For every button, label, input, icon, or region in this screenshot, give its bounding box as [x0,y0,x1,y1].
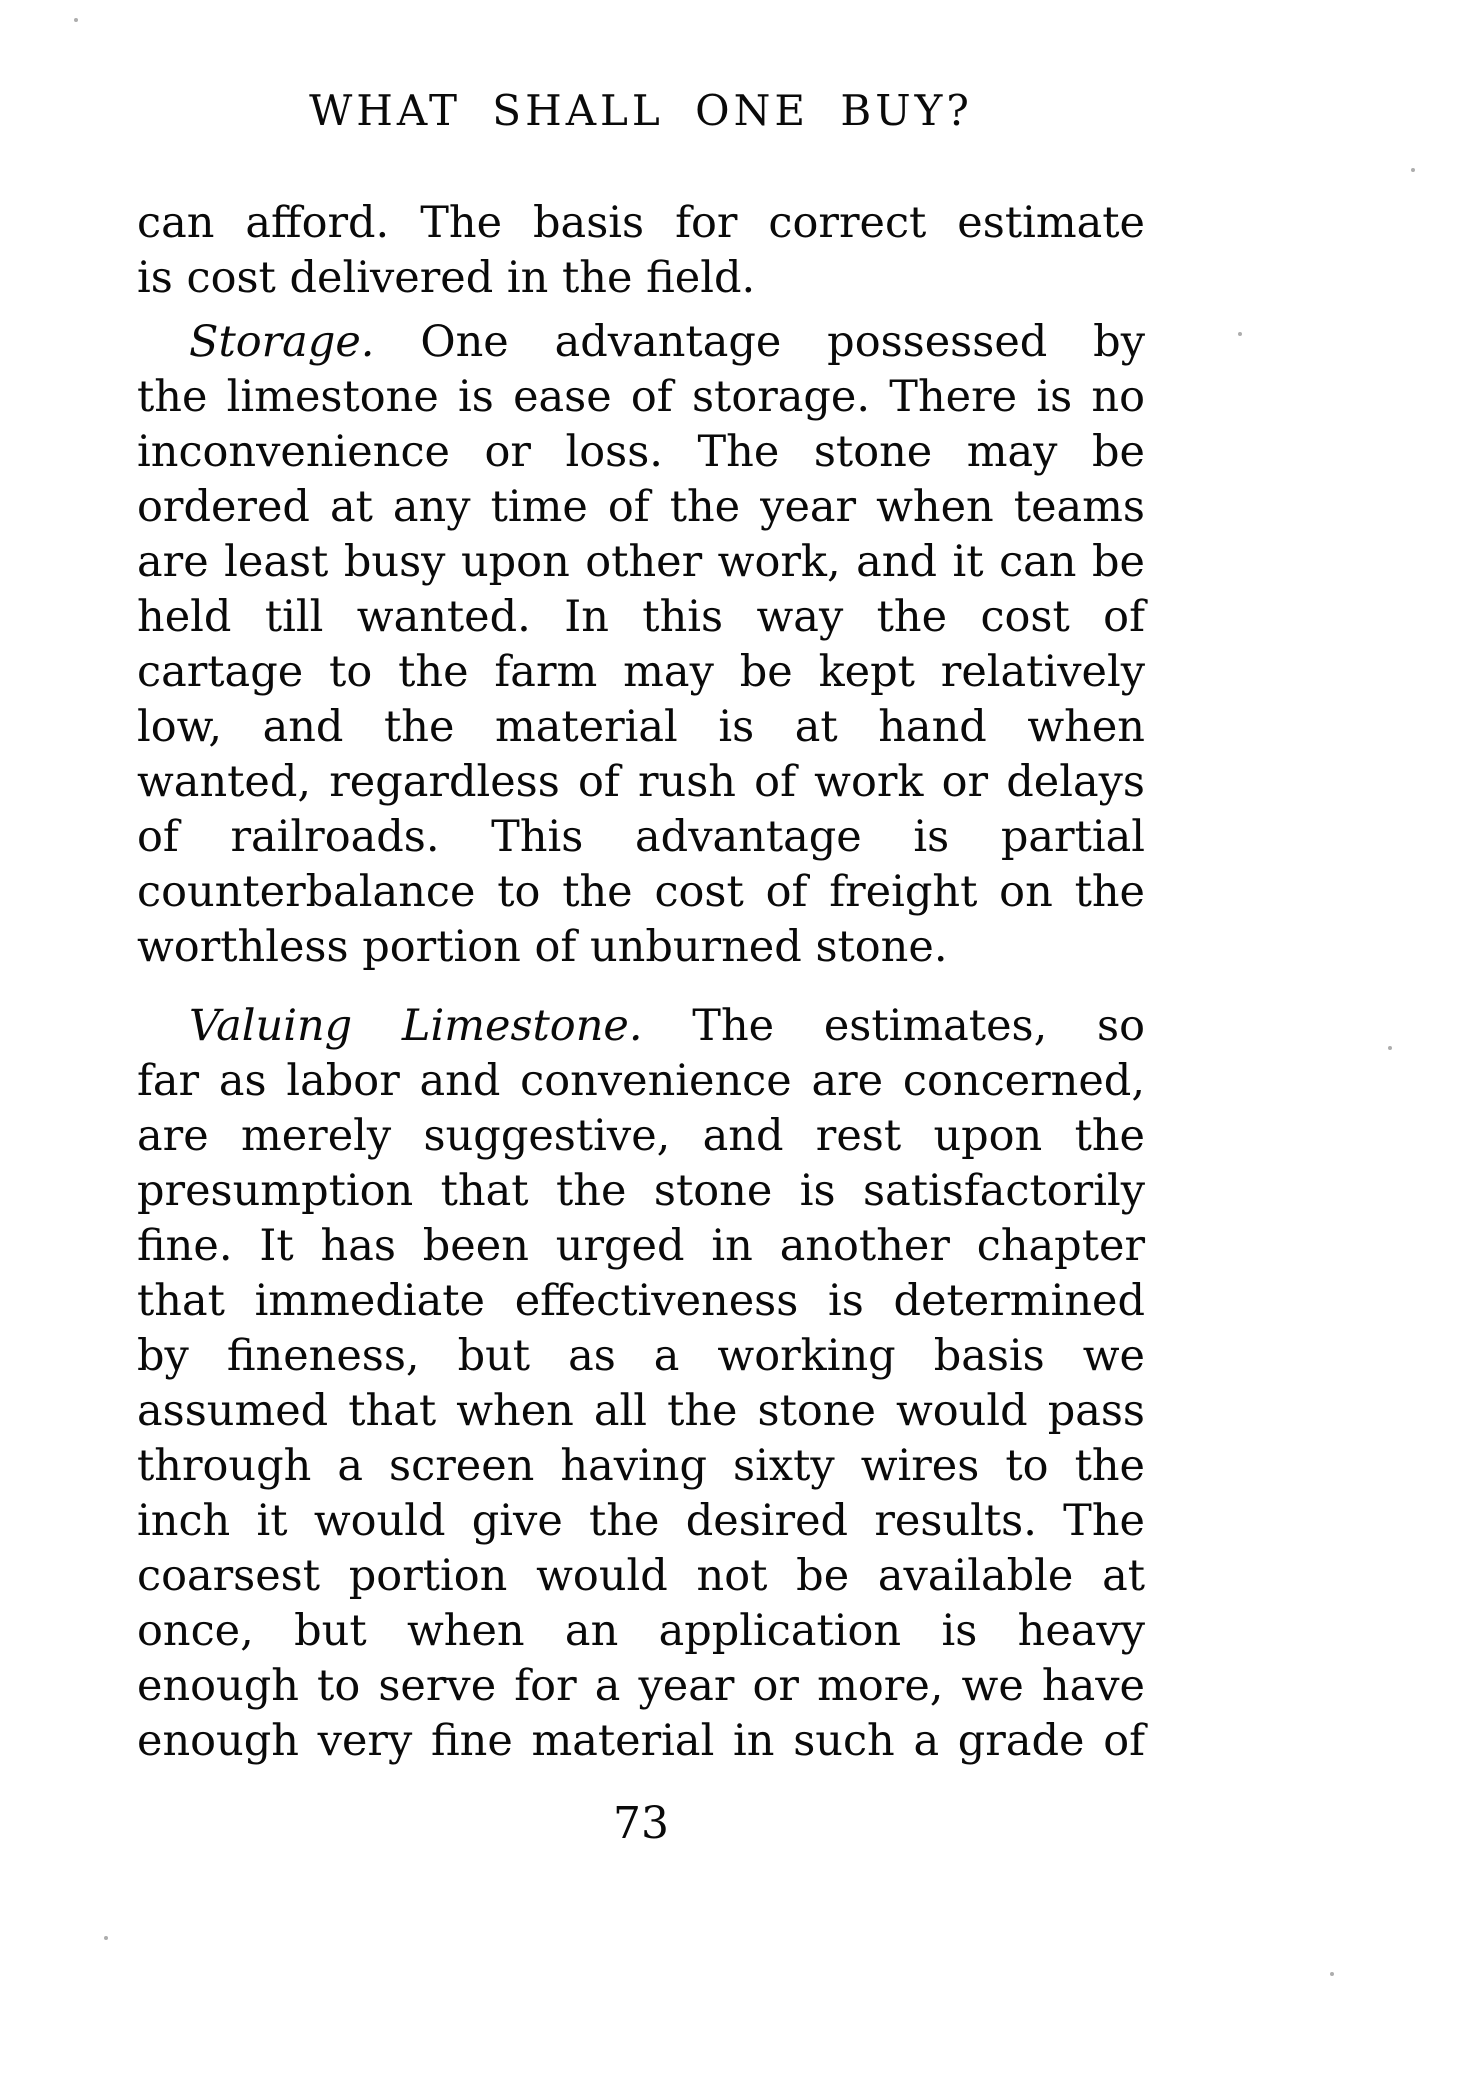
text-segment: that immediate effectiveness is determined [137,1276,1145,1326]
text-segment: cartage to the farm may be kept relatively [137,647,1145,697]
text-line [137,1164,1145,1219]
text-segment: inch it would give the desired results. The [137,1496,1145,1546]
paragraph [137,196,1145,306]
paragraph [137,999,1145,1769]
text-segment: through a screen having sixty wires to the [137,1441,1145,1491]
text-segment: wanted, regardless of rush of work or delays [137,757,1145,807]
text-segment: held till wanted. In this way the cost of [137,592,1145,642]
text-segment: are merely suggestive, and rest upon the [137,1111,1145,1161]
page-number: 73 [613,1798,669,1849]
text-line [137,1054,1145,1109]
text-line [137,920,1145,975]
text-line [137,865,1145,920]
text-line [137,425,1145,480]
text-segment: One advantage possessed by [374,317,1145,367]
text-line [137,999,1145,1054]
body-text [137,196,1145,1769]
text-line [137,196,1145,251]
text-segment: The estimates, so [642,1001,1145,1051]
text-line [137,1329,1145,1384]
text-segment: worthless portion of unburned stone. [137,922,948,972]
text-segment: enough very fine material in such a grade of [137,1716,1145,1766]
text-segment: coarsest portion would not be available at [137,1551,1145,1601]
scan-speck [1388,1046,1392,1050]
text-line [137,1274,1145,1329]
text-line [137,1714,1145,1769]
text-segment: of railroads. This advantage is partial [137,812,1145,862]
text-line [137,1384,1145,1439]
paragraph [137,315,1145,975]
text-segment: enough to serve for a year or more, we have [137,1661,1145,1711]
text-segment: fine. It has been urged in another chapter [137,1221,1145,1271]
text-segment: far as labor and convenience are concerned, [137,1056,1145,1106]
text-line [137,370,1145,425]
text-line [137,755,1145,810]
text-line [137,535,1145,590]
text-segment: is cost delivered in the field. [137,253,756,303]
text-segment: can afford. The basis for correct estimate [137,198,1145,248]
text-line [137,1604,1145,1659]
text-line [137,1549,1145,1604]
text-segment: presumption that the stone is satisfactorily [137,1166,1145,1216]
text-segment: the limestone is ease of storage. There is no [137,372,1145,422]
scan-speck [1330,1972,1334,1976]
text-line [137,810,1145,865]
text-line [137,1659,1145,1714]
text-segment: assumed that when all the stone would pass [137,1386,1145,1436]
text-segment: low, and the material is at hand when [137,702,1145,752]
text-line [137,251,1145,306]
text-segment: ordered at any time of the year when teams [137,482,1145,532]
text-line [137,590,1145,645]
text-line [137,1494,1145,1549]
scan-speck [1411,168,1415,172]
text-line [137,645,1145,700]
text-line [137,1439,1145,1494]
italic-lead: Storage. [189,317,375,367]
italic-lead: Valuing Limestone. [189,1001,643,1051]
text-segment: by fineness, but as a working basis we [137,1331,1145,1381]
text-line [137,480,1145,535]
text-segment: counterbalance to the cost of freight on the [137,867,1145,917]
text-line [137,1109,1145,1164]
text-line [137,700,1145,755]
scan-speck [104,1936,108,1940]
text-segment: once, but when an application is heavy [137,1606,1145,1656]
running-header: WHAT SHALL ONE BUY? [309,86,973,135]
text-segment: are least busy upon other work, and it can be [137,537,1145,587]
scan-speck [1238,332,1242,336]
text-line [137,1219,1145,1274]
scan-speck [74,18,78,22]
text-line [137,315,1145,370]
text-segment: inconvenience or loss. The stone may be [137,427,1145,477]
